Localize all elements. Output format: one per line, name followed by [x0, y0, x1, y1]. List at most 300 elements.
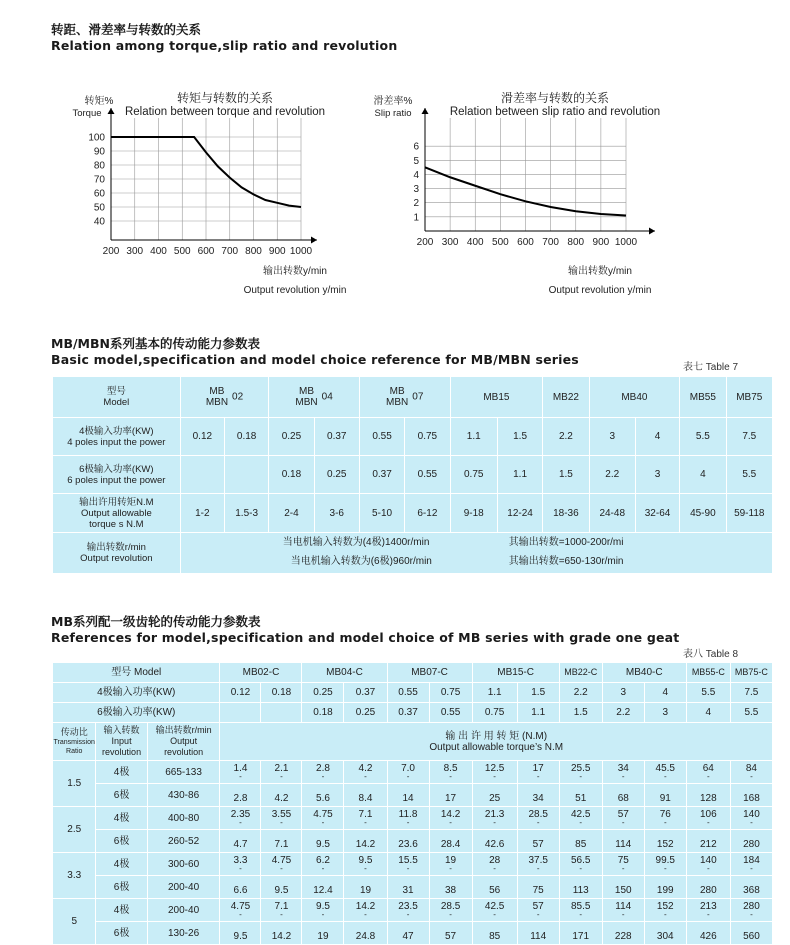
model-cell: MB15-C — [472, 663, 559, 683]
range-dash: - — [706, 818, 710, 827]
torque-max: 19 — [359, 885, 372, 896]
slip-xlabel-cn: 输出转数y/min — [568, 266, 632, 277]
range-dash: - — [706, 910, 710, 919]
torque-range-cell — [261, 876, 302, 899]
row-label-en: 4 poles input the power — [67, 436, 166, 448]
torque-range-cell — [220, 784, 261, 807]
revolution-line1a: 当电机输入转数为(4极)1400r/min — [282, 537, 430, 548]
table7-row-4pole — [53, 418, 773, 456]
torque-range-cell — [517, 830, 559, 853]
torque-range-cell — [730, 853, 772, 876]
torque-range-cell — [344, 807, 387, 830]
pole-cell: 4极 — [96, 899, 147, 922]
torque-range-cell — [220, 807, 261, 830]
table8-data-row — [53, 830, 773, 853]
value-cell: 1.5 — [543, 456, 589, 494]
torque-range-cell — [559, 807, 602, 830]
torque-range-cell — [517, 876, 559, 899]
value-cell: 0.75 — [429, 683, 472, 703]
torque-min: 57 — [532, 901, 544, 912]
torque-range-cell — [559, 761, 602, 784]
torque-range-cell — [429, 830, 472, 853]
torque-max: 171 — [572, 931, 590, 942]
model-cell: MB02-C — [220, 663, 302, 683]
range-dash: - — [364, 772, 367, 781]
torque-range-cell — [220, 922, 261, 945]
y-tick-label: 50 — [93, 202, 105, 214]
range-dash: - — [406, 864, 410, 873]
torque-max: 228 — [614, 931, 632, 942]
value-cell: 0.18 — [302, 703, 344, 723]
torque-max: 304 — [656, 931, 674, 942]
revolution-cell: 400-80 — [147, 807, 220, 830]
torque-range-cell — [220, 761, 261, 784]
model-size: 02 — [232, 391, 244, 403]
value-cell — [225, 456, 269, 494]
x-tick-label: 400 — [466, 237, 484, 248]
range-dash: - — [280, 772, 283, 781]
slip-ylabel-en: Slip ratio — [374, 108, 412, 119]
value-cell: 4 — [635, 418, 679, 456]
model-cell: MB15 — [450, 377, 543, 418]
ratio-header-cn: 传动比 — [60, 727, 88, 737]
torque-range-cell — [644, 761, 686, 784]
value-cell: 0.25 — [314, 456, 359, 494]
torque-max: 25 — [489, 793, 501, 804]
section1-title-cn: 转距、滑差率与转数的关系 — [51, 22, 202, 37]
range-dash: - — [239, 864, 242, 873]
value-cell: 1-2 — [180, 494, 224, 533]
x-tick-label: 300 — [126, 246, 144, 257]
slip-title: 滑差率与转数的关系 — [500, 91, 610, 105]
torque-max: 114 — [530, 931, 547, 942]
input-header-en: Input — [111, 736, 132, 746]
torque-max: 113 — [572, 885, 589, 896]
torque-max: 47 — [402, 931, 414, 942]
pole-cell: 4极 — [96, 853, 147, 876]
torque-range-cell — [261, 761, 302, 784]
revolution-cell: 260-52 — [147, 830, 220, 853]
y-tick-label: 4 — [413, 169, 419, 181]
value-cell: 1.1 — [497, 456, 542, 494]
torque-range-cell — [344, 830, 387, 853]
torque-max: 7.1 — [274, 839, 289, 850]
torque-min: 114 — [615, 901, 632, 912]
value-cell: 1.5 — [559, 703, 602, 723]
torque-max: 28.4 — [440, 839, 461, 850]
pole-cell: 4极 — [96, 761, 147, 784]
x-tick-label: 600 — [197, 246, 215, 257]
torque-range-cell — [472, 761, 517, 784]
range-dash: - — [280, 864, 283, 873]
torque-range-cell — [261, 899, 302, 922]
table7-row-revolution — [53, 533, 773, 574]
torque-range-cell — [472, 830, 517, 853]
torque-max: 34 — [532, 793, 544, 804]
x-tick-label: 800 — [567, 237, 585, 248]
torque-max: 5.6 — [316, 793, 330, 804]
x-tick-label: 400 — [150, 246, 167, 257]
row-label-en: Output allowable — [80, 507, 152, 519]
torque-plot — [88, 108, 317, 257]
value-cell: 0.75 — [472, 703, 517, 723]
value-cell: 32-64 — [635, 494, 679, 533]
range-dash: - — [449, 818, 452, 827]
value-cell: 1.1 — [472, 683, 517, 703]
value-cell: 0.75 — [405, 418, 450, 456]
range-dash: - — [621, 772, 625, 781]
torque-min: 2.1 — [274, 763, 289, 774]
range-dash: - — [663, 864, 667, 873]
torque-max: 9.5 — [233, 931, 248, 942]
torque-range-cell — [686, 853, 730, 876]
torque-range-cell — [559, 899, 602, 922]
table7-header-row — [53, 377, 773, 418]
range-dash: - — [536, 772, 540, 781]
torque-min: 3.55 — [271, 809, 292, 820]
range-dash: - — [663, 772, 667, 781]
pole-cell: 4极 — [96, 807, 147, 830]
model-prefix: MBN — [386, 397, 409, 408]
pole-cell: 6极 — [96, 830, 147, 853]
range-dash: - — [621, 910, 625, 919]
torque-range-cell — [220, 853, 261, 876]
value-cell: 6-12 — [405, 494, 450, 533]
torque-min: 4.75 — [313, 809, 333, 820]
torque-range-cell — [644, 899, 686, 922]
torque-range-cell — [302, 899, 344, 922]
y-tick-label: 2 — [413, 198, 419, 210]
range-dash: - — [663, 818, 667, 827]
table8-row-4pole — [53, 683, 773, 703]
value-cell: 0.25 — [302, 683, 344, 703]
model-cell: MB55-C — [686, 663, 730, 683]
value-cell: 1.5 — [497, 418, 542, 456]
torque-range-cell — [387, 853, 429, 876]
value-cell: 59-118 — [726, 494, 772, 533]
model-cell: MB55 — [680, 377, 726, 418]
value-cell: 5.5 — [686, 683, 730, 703]
row-label — [53, 494, 181, 533]
range-dash: - — [406, 772, 410, 781]
torque-range-cell — [387, 761, 429, 784]
torque-max: 57 — [445, 931, 457, 942]
row-label-cn: 6极输入功率(KW) — [79, 463, 154, 475]
torque-range-cell — [472, 876, 517, 899]
range-dash: - — [406, 910, 410, 919]
table8 — [52, 662, 773, 945]
ratio-header-en: Transmission — [53, 739, 95, 746]
torque-range-cell — [261, 784, 302, 807]
value-cell: 1.1 — [450, 418, 497, 456]
torque-max: 19 — [317, 931, 329, 942]
table7-row-torque — [53, 494, 773, 533]
torque-min: 9.5 — [316, 901, 330, 912]
torque-max: 168 — [743, 793, 760, 804]
value-cell: 2.2 — [602, 703, 644, 723]
range-dash: - — [621, 864, 625, 873]
model-cell — [269, 377, 360, 418]
torque-range-cell — [429, 761, 472, 784]
row-label — [53, 418, 181, 456]
value-cell: 0.12 — [220, 683, 261, 703]
revolution-cell: 200-40 — [147, 876, 220, 899]
value-cell — [261, 703, 302, 723]
revolution-cell: 130-26 — [147, 922, 220, 945]
torque-max: 150 — [614, 885, 632, 896]
model-cell: MB75 — [726, 377, 772, 418]
torque-range-cell — [261, 830, 302, 853]
torque-max: 14 — [402, 793, 414, 804]
x-tick-label: 600 — [517, 237, 534, 248]
value-cell: 2.2 — [559, 683, 602, 703]
torque-range-cell — [220, 876, 261, 899]
x-tick-label: 500 — [173, 246, 191, 257]
table8-tag: 表八 Table 8 — [683, 649, 739, 660]
torque-range-cell — [730, 784, 772, 807]
torque-min: 17 — [532, 763, 544, 774]
torque-min: 184 — [743, 855, 760, 866]
table8-data-row — [53, 922, 773, 945]
torque-range-cell — [517, 761, 559, 784]
ratio-header-en: Ratio — [66, 748, 83, 755]
range-dash: - — [239, 818, 242, 827]
torque-min: 106 — [699, 809, 717, 820]
x-tick-label: 1000 — [289, 246, 313, 257]
torque-max: 75 — [532, 885, 544, 896]
torque-range-cell — [517, 899, 559, 922]
value-cell: 45-90 — [680, 494, 726, 533]
torque-min: 6.2 — [316, 855, 330, 866]
torque-range-cell — [472, 853, 517, 876]
torque-min: 280 — [743, 901, 760, 912]
row-label-cn: 输出许用转矩N.M — [79, 496, 154, 508]
torque-range-cell — [302, 853, 344, 876]
range-dash: - — [364, 864, 367, 873]
torque-range-cell — [429, 853, 472, 876]
range-dash: - — [706, 772, 710, 781]
input-header — [96, 723, 147, 761]
torque-min: 19 — [445, 855, 457, 866]
value-cell — [220, 703, 261, 723]
section2-title — [51, 336, 579, 368]
ratio-cell: 5 — [53, 899, 96, 945]
torque-range-cell — [472, 807, 517, 830]
slip-xlabel-en: Output revolution y/min — [548, 285, 652, 296]
y-tick-label: 100 — [88, 132, 105, 144]
value-cell: 0.55 — [405, 456, 450, 494]
y-axis-arrow — [108, 108, 115, 114]
value-cell: 0.75 — [450, 456, 497, 494]
row-label-cn: 输出转数r/min — [86, 542, 146, 553]
torque-min: 45.5 — [655, 763, 675, 774]
revolution-cell: 430-86 — [147, 784, 220, 807]
torque-title: 转矩与转数的关系 — [176, 91, 274, 105]
torque-min: 76 — [659, 809, 671, 820]
torque-range-cell — [387, 830, 429, 853]
torque-min: 4.2 — [358, 763, 373, 774]
value-cell: 0.55 — [359, 418, 404, 456]
torque-min: 37.5 — [528, 855, 548, 866]
revolution-line2b: 其输出转数=650-130r/min — [508, 556, 624, 567]
torque-range-cell — [302, 830, 344, 853]
value-cell: 7.5 — [730, 683, 772, 703]
section1-title — [51, 22, 397, 54]
value-cell: 0.25 — [269, 418, 314, 456]
torque-range-cell — [517, 784, 559, 807]
torque-header — [220, 723, 773, 761]
torque-range-cell — [387, 922, 429, 945]
torque-range-cell — [644, 830, 686, 853]
torque-header-en: Output allowable torque’s N.M — [429, 741, 564, 753]
torque-range-cell — [686, 830, 730, 853]
x-axis-arrow — [649, 228, 655, 235]
torque-range-cell — [644, 853, 686, 876]
torque-min: 25.5 — [570, 763, 591, 774]
value-cell: 3 — [602, 683, 644, 703]
model-cell: MB22 — [543, 377, 589, 418]
torque-max: 14.2 — [355, 839, 376, 850]
table8-model-label: 型号 Model — [53, 663, 220, 683]
torque-max: 68 — [617, 793, 629, 804]
torque-range-cell — [602, 876, 644, 899]
torque-range-cell — [730, 807, 772, 830]
torque-min: 7.0 — [401, 763, 415, 774]
x-tick-label: 300 — [441, 237, 459, 248]
torque-max: 152 — [656, 839, 674, 850]
torque-range-cell — [602, 922, 644, 945]
torque-max: 199 — [656, 885, 674, 896]
output-header-en: Output — [170, 736, 198, 746]
torque-header-cn: 输 出 许 用 转 矩 (N.M) — [445, 730, 548, 742]
torque-chart — [55, 88, 370, 303]
torque-range-cell — [387, 899, 429, 922]
range-dash: - — [750, 910, 753, 919]
range-dash: - — [750, 864, 753, 873]
torque-range-cell — [686, 784, 730, 807]
torque-range-cell — [261, 853, 302, 876]
x-tick-label: 200 — [102, 246, 120, 257]
torque-range-cell — [429, 807, 472, 830]
torque-range-cell — [429, 922, 472, 945]
torque-range-cell — [559, 922, 602, 945]
y-tick-label: 80 — [93, 160, 105, 172]
torque-range-cell — [429, 876, 472, 899]
torque-range-cell — [344, 899, 387, 922]
torque-min: 11.8 — [398, 809, 418, 820]
model-size: 07 — [412, 391, 424, 403]
range-dash: - — [579, 864, 583, 873]
x-tick-label: 700 — [221, 246, 239, 257]
value-cell: 0.18 — [269, 456, 314, 494]
x-tick-label: 500 — [492, 237, 509, 248]
torque-min: 21.3 — [484, 809, 505, 820]
value-cell: 1.1 — [517, 703, 559, 723]
row-label: 4极输入功率(KW) — [53, 683, 220, 703]
table8-row-6pole — [53, 703, 773, 723]
torque-xlabel-en: Output revolution y/min — [243, 285, 347, 296]
torque-min: 34 — [617, 763, 629, 774]
table8-data-row — [53, 876, 773, 899]
torque-max: 560 — [743, 931, 760, 942]
value-cell: 0.55 — [429, 703, 472, 723]
torque-range-cell — [602, 899, 644, 922]
y-tick-label: 90 — [93, 146, 105, 158]
value-cell: 0.18 — [225, 418, 269, 456]
value-cell: 4 — [644, 683, 686, 703]
value-cell: 24-48 — [589, 494, 635, 533]
value-cell: 3 — [635, 456, 679, 494]
y-axis-arrow — [422, 108, 429, 114]
model-prefix: MB — [299, 386, 315, 397]
torque-range-cell — [517, 853, 559, 876]
torque-max: 212 — [699, 839, 717, 850]
torque-range-cell — [302, 784, 344, 807]
torque-range-cell — [344, 761, 387, 784]
torque-range-cell — [387, 784, 429, 807]
value-cell: 12-24 — [497, 494, 542, 533]
revolution-line2a: 当电机输入转数为(6极)960r/min — [290, 556, 432, 567]
torque-range-cell — [644, 807, 686, 830]
torque-min: 42.5 — [570, 809, 591, 820]
range-dash: - — [449, 910, 452, 919]
torque-max: 6.6 — [233, 885, 248, 896]
torque-max: 2.8 — [233, 793, 248, 804]
table7-row-6pole — [53, 456, 773, 494]
torque-min: 14.2 — [355, 901, 376, 912]
torque-range-cell — [730, 761, 772, 784]
section3-title-cn: MB系列配一级齿轮的传动能力参数表 — [51, 614, 261, 629]
table7-model-label — [53, 377, 181, 418]
torque-range-cell — [559, 784, 602, 807]
torque-range-cell — [602, 784, 644, 807]
torque-max: 128 — [699, 793, 717, 804]
range-dash: - — [621, 818, 625, 827]
model-label-cn: 型号 — [106, 386, 126, 397]
torque-min: 140 — [743, 809, 760, 820]
torque-range-cell — [517, 807, 559, 830]
ratio-cell: 1.5 — [53, 761, 96, 807]
torque-range-cell — [220, 830, 261, 853]
torque-max: 9.5 — [316, 839, 330, 850]
torque-range-cell — [602, 853, 644, 876]
range-dash: - — [706, 864, 710, 873]
torque-range-cell — [602, 830, 644, 853]
table8-header-row — [53, 663, 773, 683]
torque-min: 3.3 — [233, 855, 248, 866]
range-dash: - — [750, 772, 753, 781]
torque-min: 14.2 — [440, 809, 461, 820]
model-cell: MB07-C — [387, 663, 472, 683]
value-cell: 0.25 — [344, 703, 387, 723]
torque-max: 114 — [615, 839, 632, 850]
torque-ylabel-cn: 转矩% — [84, 96, 114, 107]
range-dash: - — [579, 818, 583, 827]
model-prefix: MB — [389, 386, 405, 397]
torque-range-cell — [730, 876, 772, 899]
range-dash: - — [493, 864, 496, 873]
torque-min: 1.4 — [233, 763, 248, 774]
section3-title — [51, 614, 679, 646]
range-dash: - — [579, 772, 583, 781]
x-tick-label: 700 — [542, 237, 559, 248]
torque-range-cell — [344, 784, 387, 807]
range-dash: - — [579, 910, 583, 919]
output-header — [147, 723, 220, 761]
row-label — [53, 456, 181, 494]
revolution-cell: 665-133 — [147, 761, 220, 784]
model-cell — [359, 377, 450, 418]
